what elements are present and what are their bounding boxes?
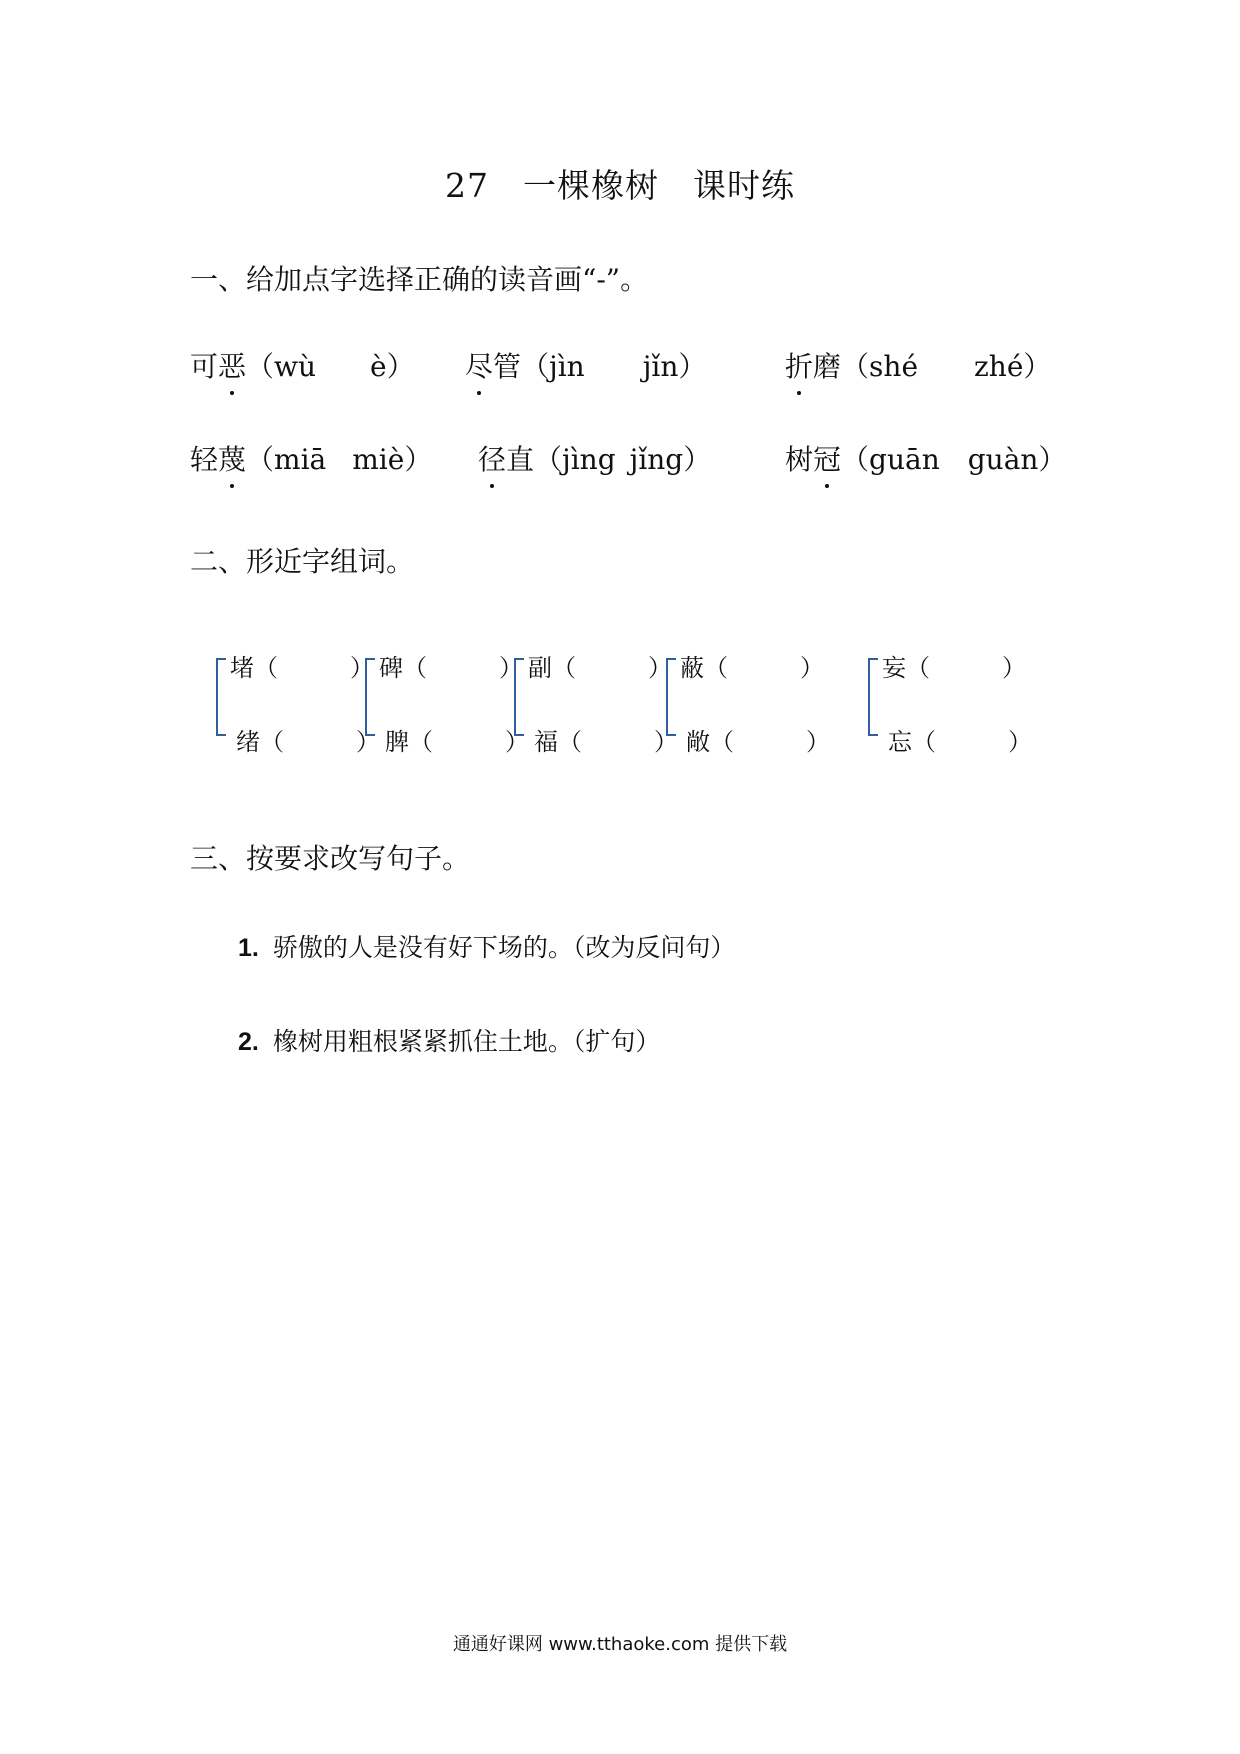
paren-open: （ (841, 350, 870, 383)
pinyin-option-1[interactable]: guān (869, 443, 940, 476)
pinyin-item-1 (190, 345, 415, 385)
task-number: 1. (238, 934, 259, 962)
bracket-icon (514, 658, 524, 736)
pair-bottom-entry[interactable]: 敞（ ） (686, 728, 830, 756)
footer-credit: 通通好课网 www.tthaoke.com 提供下载 (452, 1634, 788, 1655)
paren-close: ） (1038, 443, 1067, 476)
pair-bottom-entry[interactable]: 福（ ） (534, 728, 678, 756)
paren-close: ） (404, 443, 433, 476)
paren-close: ） (683, 443, 712, 476)
word-char: 轻 (190, 443, 219, 476)
word-char: 管 (493, 350, 522, 383)
pinyin-option-1[interactable]: wù (274, 350, 317, 383)
pinyin-item-3 (785, 345, 1051, 385)
word-char: 可 (190, 350, 219, 383)
pinyin-option-2[interactable]: guàn (967, 443, 1039, 476)
page-title: 27 一棵橡树 课时练 (445, 166, 795, 205)
bracket-icon (216, 658, 226, 736)
pair-top-entry[interactable]: 碑（ ） (379, 654, 523, 682)
dotted-char: 径 (478, 438, 506, 478)
paren-open: （ (534, 443, 563, 476)
section2-heading: 二、形近字组词。 (190, 545, 415, 578)
pinyin-option-2[interactable]: jǐng (629, 443, 684, 476)
section3-heading: 三、按要求改写句子。 (190, 842, 471, 875)
paren-open: （ (521, 350, 550, 383)
pinyin-item-2 (465, 345, 706, 385)
task-number: 2. (238, 1028, 259, 1056)
pair-top-entry[interactable]: 堵（ ） (230, 654, 374, 682)
pinyin-item-4 (190, 438, 432, 478)
paren-open: （ (246, 350, 275, 383)
paren-open: （ (841, 443, 870, 476)
dotted-char: 尽 (465, 345, 493, 385)
dotted-char: 冠 (813, 438, 841, 478)
pinyin-item-5 (478, 438, 711, 478)
pinyin-option-2[interactable]: jǐn (642, 350, 679, 383)
pinyin-option-1[interactable]: shé (869, 350, 919, 383)
pair-bottom-entry[interactable]: 脾（ ） (385, 728, 529, 756)
task-item-2 (238, 1022, 660, 1058)
word-char: 树 (785, 443, 814, 476)
task-text: 橡树用粗根紧紧抓住土地。（扩句） (272, 1027, 661, 1056)
task-text: 骄傲的人是没有好下场的。（改为反问句） (272, 933, 736, 962)
pinyin-option-2[interactable]: è (370, 350, 387, 383)
word-char: 直 (506, 443, 535, 476)
pinyin-option-2[interactable]: miè (352, 443, 405, 476)
paren-open: （ (246, 443, 275, 476)
dotted-char: 恶 (218, 345, 246, 385)
bracket-icon (666, 658, 676, 736)
paren-close: ） (1023, 350, 1052, 383)
pinyin-option-2[interactable]: zhé (974, 350, 1024, 383)
pair-top-entry[interactable]: 副（ ） (528, 654, 672, 682)
pair-top-entry[interactable]: 妄（ ） (882, 654, 1026, 682)
pair-bottom-entry[interactable]: 绪（ ） (236, 728, 380, 756)
word-char: 磨 (813, 350, 842, 383)
paren-close: ） (678, 350, 707, 383)
pinyin-item-6 (785, 438, 1066, 478)
pinyin-option-1[interactable]: jìng (562, 443, 616, 476)
task-item-1 (238, 928, 735, 964)
bracket-icon (365, 658, 375, 736)
dotted-char: 蔑 (218, 438, 246, 478)
bracket-icon (868, 658, 878, 736)
pinyin-option-1[interactable]: jìn (549, 350, 585, 383)
section1-heading: 一、给加点字选择正确的读音画“-”。 (190, 263, 649, 296)
pinyin-option-1[interactable]: miā (274, 443, 327, 476)
dotted-char: 折 (785, 345, 813, 385)
pair-bottom-entry[interactable]: 忘（ ） (888, 728, 1032, 756)
pair-top-entry[interactable]: 蔽（ ） (680, 654, 824, 682)
paren-close: ） (386, 350, 415, 383)
